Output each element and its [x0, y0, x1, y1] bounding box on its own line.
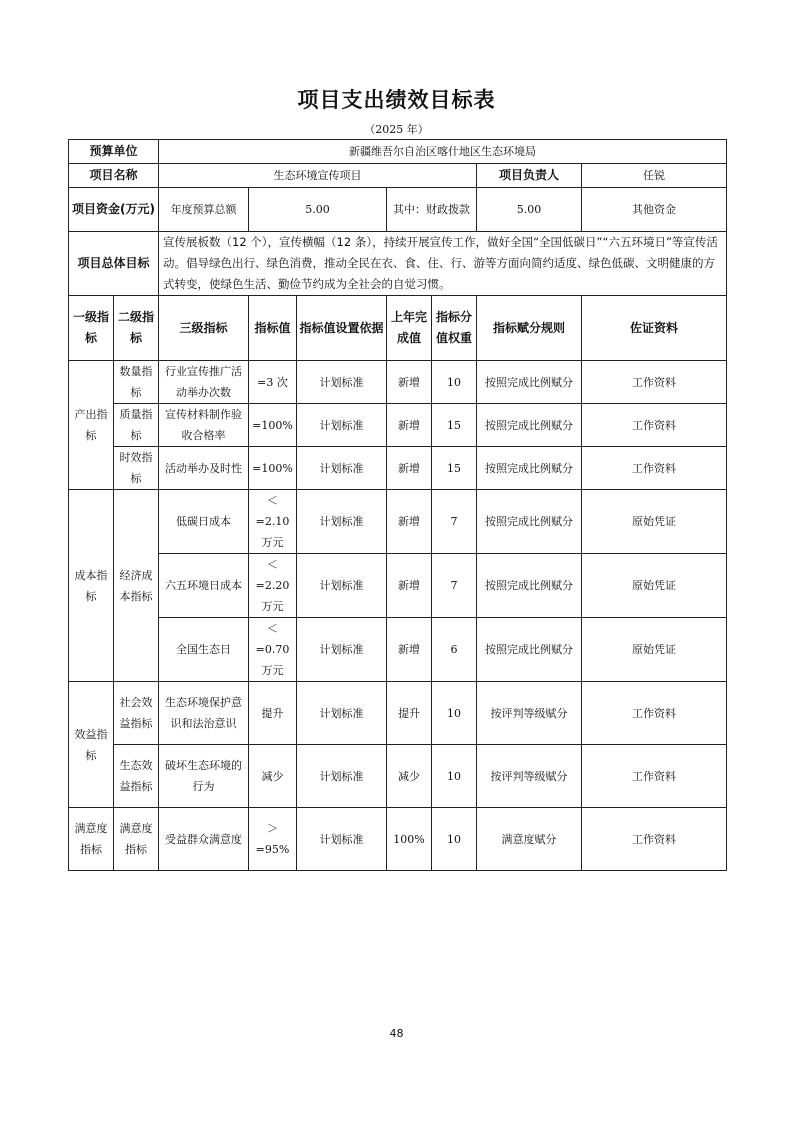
indicator-value: ＜=2.20 万元	[249, 554, 297, 618]
indicator-basis: 计划标准	[297, 490, 387, 554]
indicator-basis: 计划标准	[297, 682, 387, 745]
table-row	[69, 447, 727, 490]
performance-target-table	[68, 139, 727, 871]
indicator-name: 受益群众满意度	[159, 808, 249, 871]
overall-goal-text: 宣传展板数（12 个），宣传横幅（12 条），持续开展宣传工作，做好全国“全国低碳日”“六五环境日”等宣传活动。倡导绿色出行、绿色消费，推动全民在衣、食、住、行、游等方面向简约适度、绿色低碳、文明健康的方式转变，使绿色生活、勤俭节约成为全社会的自觉习惯。	[159, 232, 727, 296]
indicator-evidence: 工作资料	[582, 361, 727, 404]
indicator-basis: 计划标准	[297, 404, 387, 447]
indicator-name: 低碳日成本	[159, 490, 249, 554]
indicator-evidence: 工作资料	[582, 404, 727, 447]
table-row	[69, 618, 727, 682]
indicator-weight: 15	[432, 404, 477, 447]
page-number: 48	[389, 1027, 404, 1040]
indicator-name: 生态环境保护意识和法治意识	[159, 682, 249, 745]
indicator-evidence: 工作资料	[582, 808, 727, 871]
indicator-rule: 按照完成比例赋分	[477, 404, 582, 447]
annual-budget-label: 年度预算总额	[159, 188, 249, 232]
table-row	[69, 361, 727, 404]
indicator-value: 减少	[249, 745, 297, 808]
indicator-rule: 按照完成比例赋分	[477, 447, 582, 490]
indicator-last-year: 新增	[387, 490, 432, 554]
header-level2: 二级指标	[114, 296, 159, 361]
indicator-basis: 计划标准	[297, 447, 387, 490]
indicator-rule: 按照完成比例赋分	[477, 361, 582, 404]
table-row	[69, 554, 727, 618]
indicator-name: 宣传材料制作验收合格率	[159, 404, 249, 447]
subgroup-economic-cost: 经济成本指标	[114, 490, 159, 682]
budget-unit-row	[69, 140, 727, 164]
budget-unit-value: 新疆维吾尔自治区喀什地区生态环境局	[159, 140, 727, 164]
subgroup-timeliness: 时效指标	[114, 447, 159, 490]
indicator-weight: 15	[432, 447, 477, 490]
indicator-last-year: 100%	[387, 808, 432, 871]
indicator-weight: 10	[432, 808, 477, 871]
indicator-value: =100%	[249, 447, 297, 490]
header-level1: 一级指标	[69, 296, 114, 361]
fiscal-alloc-label: 其中：财政拨款	[387, 188, 477, 232]
subgroup-eco-benefit: 生态效益指标	[114, 745, 159, 808]
table-row	[69, 490, 727, 554]
indicator-rule: 按评判等级赋分	[477, 745, 582, 808]
indicator-basis: 计划标准	[297, 361, 387, 404]
indicator-rule: 满意度赋分	[477, 808, 582, 871]
header-level3: 三级指标	[159, 296, 249, 361]
indicator-weight: 6	[432, 618, 477, 682]
other-funds-label: 其他资金	[582, 188, 727, 232]
project-funds-label: 项目资金(万元)	[69, 188, 159, 232]
project-leader-label: 项目负责人	[477, 164, 582, 188]
indicator-evidence: 工作资料	[582, 682, 727, 745]
header-value: 指标值	[249, 296, 297, 361]
indicator-last-year: 新增	[387, 404, 432, 447]
indicator-rule: 按照完成比例赋分	[477, 490, 582, 554]
indicator-last-year: 新增	[387, 361, 432, 404]
indicator-name: 六五环境日成本	[159, 554, 249, 618]
group-satisfaction: 满意度指标	[69, 808, 114, 871]
indicator-evidence: 工作资料	[582, 447, 727, 490]
indicator-last-year: 新增	[387, 618, 432, 682]
subgroup-satisfaction: 满意度指标	[114, 808, 159, 871]
group-output: 产出指标	[69, 361, 114, 490]
indicator-value: ＜=2.10 万元	[249, 490, 297, 554]
indicator-name: 活动举办及时性	[159, 447, 249, 490]
indicator-evidence: 工作资料	[582, 745, 727, 808]
project-name-label: 项目名称	[69, 164, 159, 188]
header-evidence: 佐证资料	[582, 296, 727, 361]
indicator-name: 破坏生态环境的行为	[159, 745, 249, 808]
page-title: 项目支出绩效目标表	[297, 88, 496, 112]
table-row	[69, 808, 727, 871]
header-rule: 指标赋分规则	[477, 296, 582, 361]
table-row	[69, 745, 727, 808]
indicator-evidence: 原始凭证	[582, 618, 727, 682]
indicator-value: ＞=95%	[249, 808, 297, 871]
subgroup-quality: 质量指标	[114, 404, 159, 447]
indicator-value: =100%	[249, 404, 297, 447]
header-last-year: 上年完成值	[387, 296, 432, 361]
report-year: （2025 年）	[364, 123, 429, 136]
indicator-evidence: 原始凭证	[582, 554, 727, 618]
annual-budget-value: 5.00	[249, 188, 387, 232]
indicator-last-year: 减少	[387, 745, 432, 808]
indicator-basis: 计划标准	[297, 618, 387, 682]
budget-unit-label: 预算单位	[69, 140, 159, 164]
indicator-value: ＜=0.70 万元	[249, 618, 297, 682]
indicator-basis: 计划标准	[297, 554, 387, 618]
subgroup-quantity: 数量指标	[114, 361, 159, 404]
indicator-value: =3 次	[249, 361, 297, 404]
overall-goal-label: 项目总体目标	[69, 232, 159, 296]
indicator-header-row	[69, 296, 727, 361]
header-weight: 指标分值权重	[432, 296, 477, 361]
header-basis: 指标值设置依据	[297, 296, 387, 361]
table-row	[69, 682, 727, 745]
group-benefit: 效益指标	[69, 682, 114, 808]
indicator-name: 行业宣传推广活动举办次数	[159, 361, 249, 404]
table-row	[69, 404, 727, 447]
indicator-rule: 按照完成比例赋分	[477, 618, 582, 682]
indicator-rule: 按评判等级赋分	[477, 682, 582, 745]
project-name-value: 生态环境宣传项目	[159, 164, 477, 188]
indicator-value: 提升	[249, 682, 297, 745]
fiscal-alloc-value: 5.00	[477, 188, 582, 232]
indicator-basis: 计划标准	[297, 745, 387, 808]
indicator-weight: 7	[432, 490, 477, 554]
subgroup-social-benefit: 社会效益指标	[114, 682, 159, 745]
indicator-weight: 10	[432, 745, 477, 808]
indicator-weight: 7	[432, 554, 477, 618]
indicator-weight: 10	[432, 682, 477, 745]
indicator-name: 全国生态日	[159, 618, 249, 682]
overall-goal-row	[69, 232, 727, 296]
indicator-basis: 计划标准	[297, 808, 387, 871]
project-funds-row	[69, 188, 727, 232]
project-leader-value: 任锐	[582, 164, 727, 188]
indicator-rule: 按照完成比例赋分	[477, 554, 582, 618]
indicator-evidence: 原始凭证	[582, 490, 727, 554]
group-cost: 成本指标	[69, 490, 114, 682]
indicator-last-year: 新增	[387, 447, 432, 490]
indicator-last-year: 提升	[387, 682, 432, 745]
indicator-last-year: 新增	[387, 554, 432, 618]
indicator-weight: 10	[432, 361, 477, 404]
project-name-row	[69, 164, 727, 188]
